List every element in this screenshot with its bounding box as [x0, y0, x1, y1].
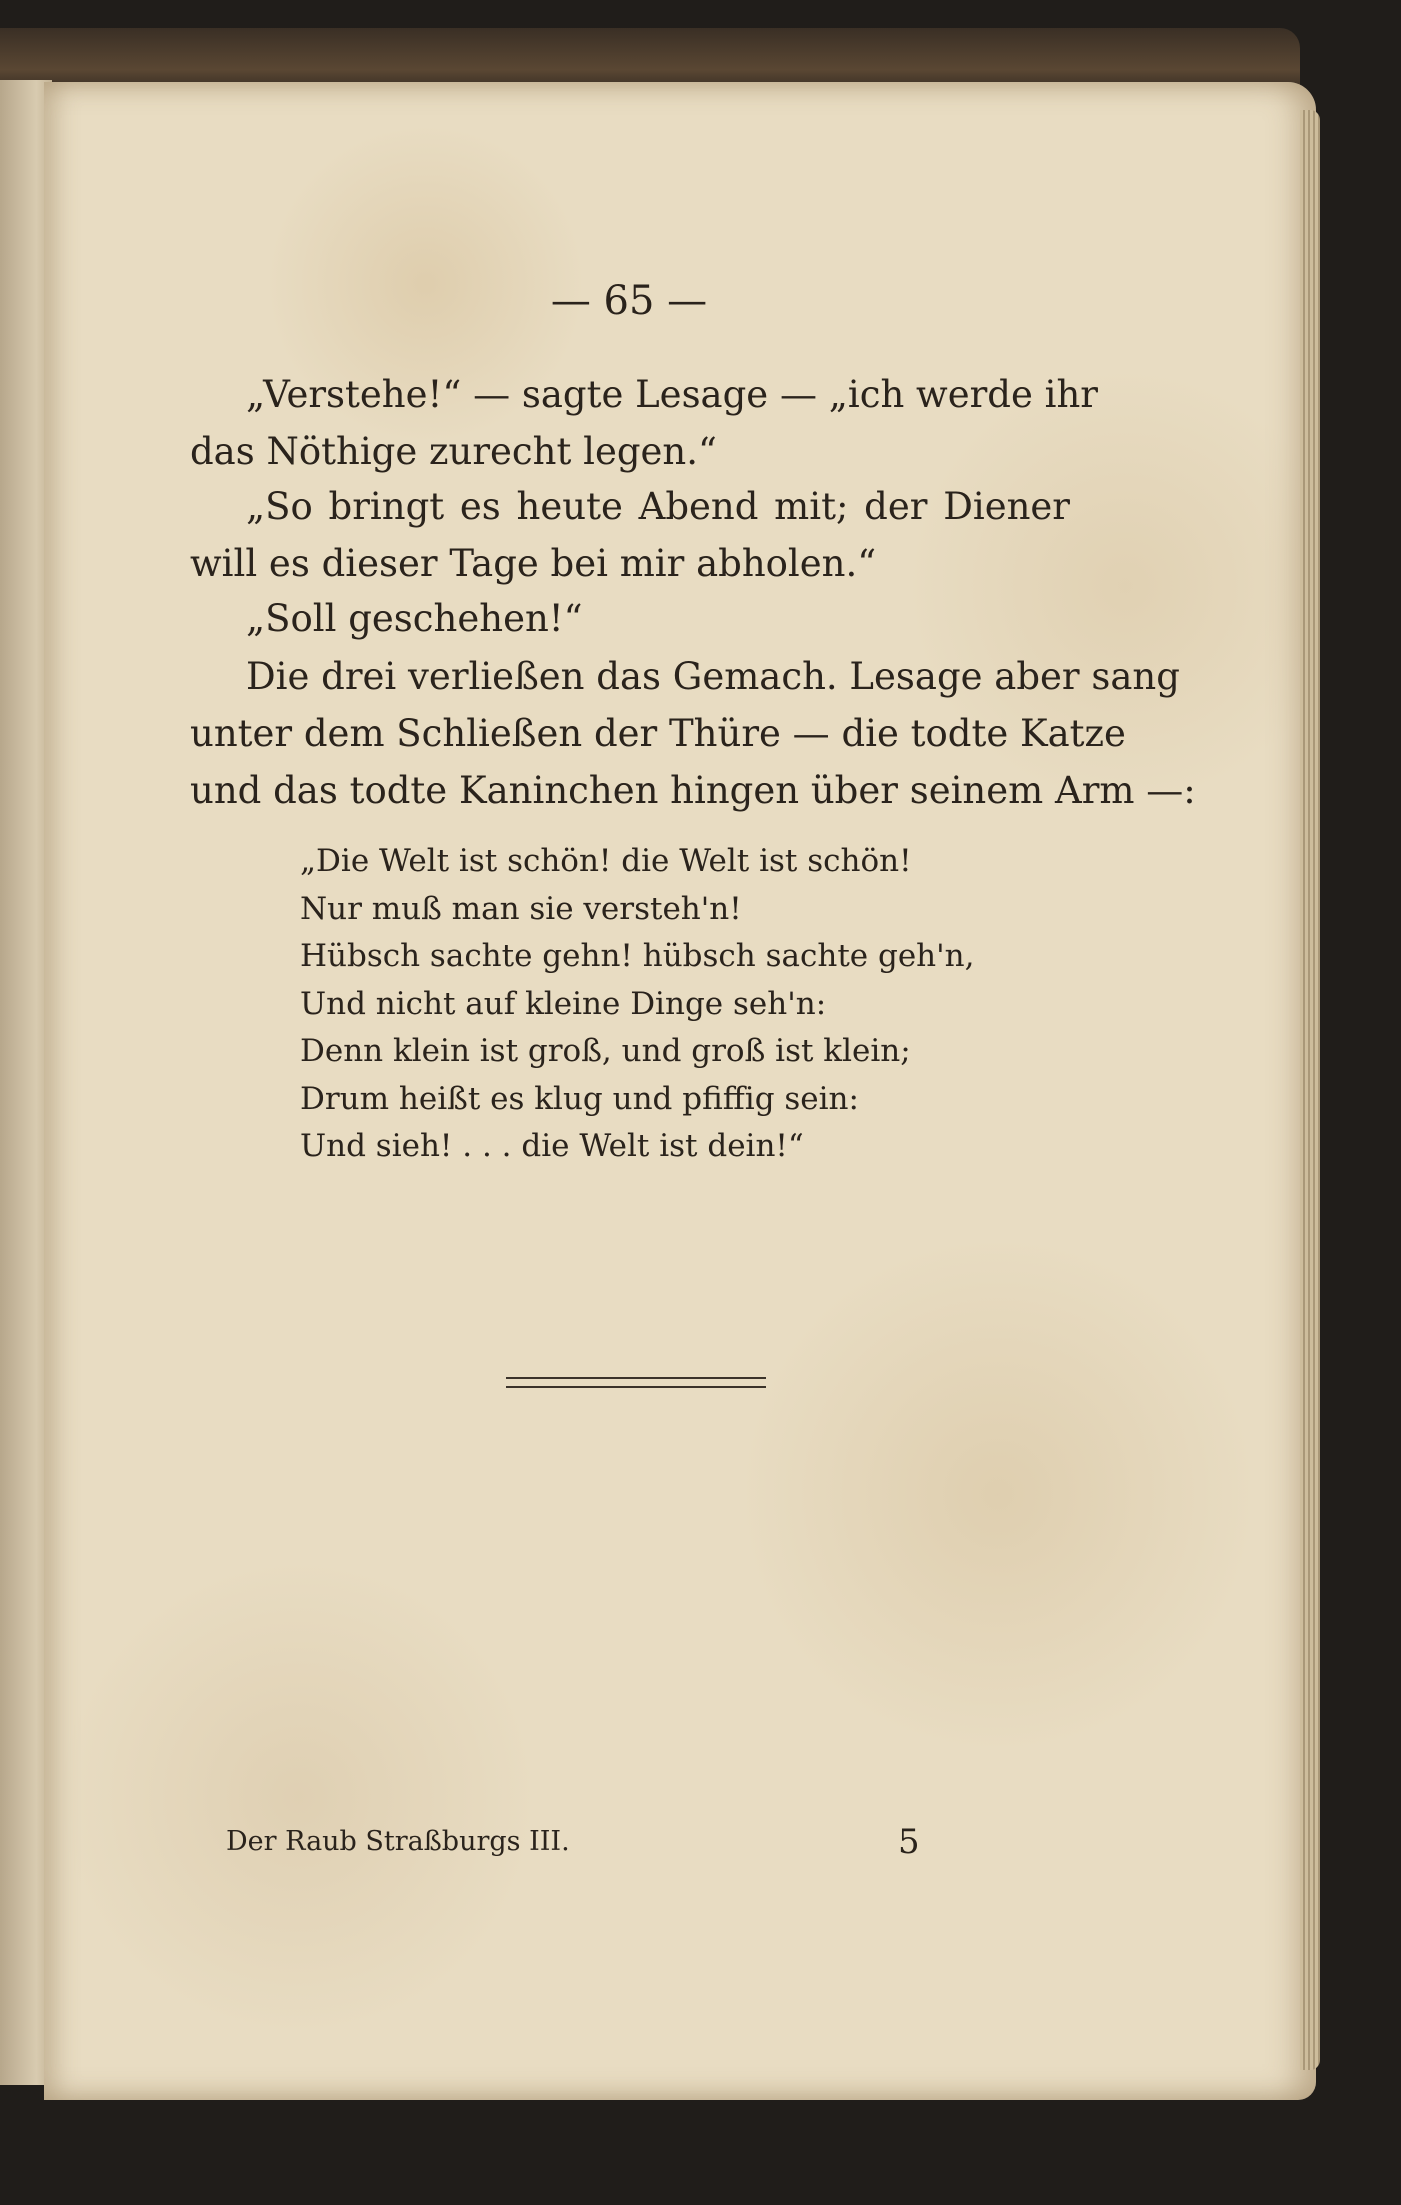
section-end-rule	[506, 1377, 766, 1388]
text-line: „So bringt es heute Abend mit; der Diener	[246, 485, 1070, 528]
poem-line: Und sieh! . . . die Welt ist dein!“	[300, 1128, 804, 1164]
poem-line: „Die Welt ist schön! die Welt ist schön!	[300, 843, 912, 879]
text-line: will es dieser Tage bei mir abholen.“	[190, 542, 877, 585]
signature-line: Der Raub Straßburgs III.	[226, 1826, 570, 1857]
sheet-number: 5	[898, 1822, 920, 1862]
page-number: — 65 —	[550, 278, 708, 324]
poem-line: Hübsch sachte gehn! hübsch sachte geh'n,	[300, 938, 975, 974]
poem-line: Nur muß man sie versteh'n!	[300, 890, 742, 927]
text-line: und das todte Kaninchen hingen über seinem Arm —:	[190, 769, 1196, 812]
poem-line: Drum heißt es klug und pfiffig sein:	[300, 1080, 859, 1117]
paragraph-3	[190, 590, 1070, 647]
book-cover-top	[0, 28, 1300, 88]
paragraph-1	[190, 366, 1098, 480]
text-line: „Soll geschehen!“	[246, 597, 583, 640]
text-line: unter dem Schließen der Thüre — die todte Katze	[190, 712, 1126, 755]
poem	[300, 838, 974, 1171]
poem-line: Und nicht auf kleine Dinge seh'n:	[300, 985, 827, 1022]
paragraph-4	[190, 648, 1196, 819]
text-line: das Nöthige zurecht legen.“	[190, 430, 717, 473]
page-stack-edge	[1300, 110, 1320, 2070]
text-line: „Verstehe!“ — sagte Lesage — „ich werde ihr	[246, 373, 1098, 416]
text-line: Die drei verließen das Gemach. Lesage aber sang	[246, 655, 1180, 698]
paragraph-2	[190, 478, 1070, 592]
poem-line: Denn klein ist groß, und groß ist klein;	[300, 1033, 911, 1069]
